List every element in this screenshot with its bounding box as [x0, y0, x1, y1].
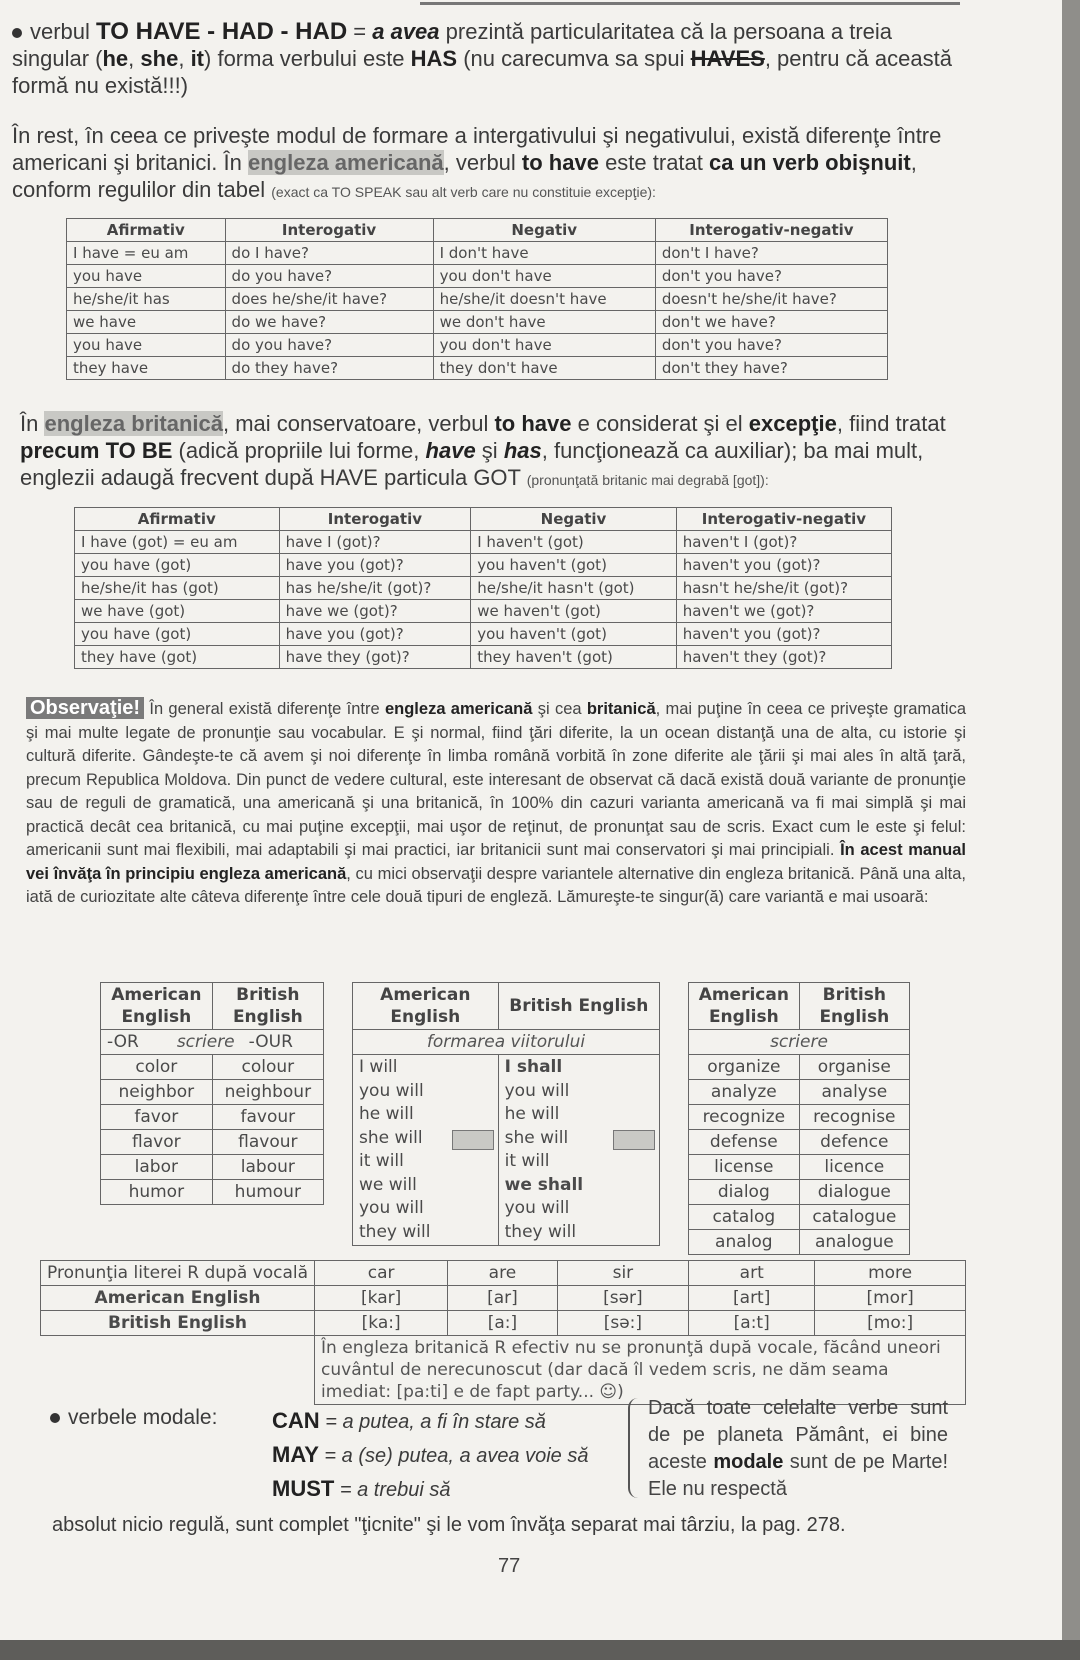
table-cell: does he/she/it have? [225, 288, 433, 311]
table-cell: favour [212, 1105, 323, 1130]
list-item: you will [504, 1198, 570, 1218]
modal-must: MUST = a trebui să [272, 1476, 451, 1501]
table-cell: favor [101, 1105, 213, 1130]
british-english-paragraph: În engleza britanică, mai conservatoare, verbul to have e considerat şi el excepţie, fiind tratat precum TO BE (adică propriile lui forme, have şi has, funcţionează ca auxiliar); ba mai mult, englezii adaugă frecvent după HAVE particula GOT (pronunţată britanic mai degrabă [got]): [20, 411, 946, 490]
column-header: sir [557, 1261, 689, 1286]
column-header: Afirmativ [67, 219, 226, 242]
table-cell: [ka:] [315, 1311, 448, 1336]
list-item: we shall [504, 1174, 584, 1195]
table-cell: flavour [212, 1130, 323, 1155]
column-header: are [448, 1261, 557, 1286]
table-cell: don't they have? [655, 357, 887, 380]
table-cell: analogue [799, 1230, 909, 1255]
or-our-spelling-table [100, 982, 324, 1205]
table-cell: [a:] [448, 1311, 557, 1336]
table-cell: licence [799, 1155, 909, 1180]
table-header-row: Pronunţia literei R după vocală car are sir art more [41, 1261, 966, 1286]
table-row [689, 1205, 910, 1230]
table-cell: recognise [799, 1105, 909, 1130]
table-row [67, 265, 888, 288]
table-cell: you don't have [433, 334, 655, 357]
table-row [67, 357, 888, 380]
table-cell: [sə:] [557, 1311, 689, 1336]
table-row [101, 1105, 324, 1130]
american-english-paragraph: În rest, în ceea ce priveşte modul de formare a intergativului şi negativului, există diferenţe între americani şi britanici. În engleza americană, verbul to have este tratat ca un verb obişnuit, conform regulilor din tabel (exact ca TO SPEAK sau alt verb care nu constituie excepţie): [12, 123, 942, 202]
blank-box [613, 1130, 655, 1150]
table-cell: you have [67, 265, 226, 288]
table-row [67, 242, 888, 265]
table-header-row: American English British English [353, 983, 660, 1030]
modal-may: MAY = a (se) putea, a avea voie să [272, 1442, 589, 1467]
table-cell: [mor] [815, 1286, 966, 1311]
brace [628, 1398, 644, 1498]
table-cell: humour [212, 1180, 323, 1205]
list-item: you will [359, 1198, 424, 1218]
table-cell: catalog [689, 1205, 800, 1230]
table-cell: you haven't (got) [471, 554, 677, 577]
table-cell: we have [67, 311, 226, 334]
table-cell: color [101, 1055, 213, 1080]
table-cell: we have (got) [75, 600, 280, 623]
column-header: Afirmativ [75, 508, 280, 531]
table-row [75, 623, 892, 646]
table-cell: [a:t] [689, 1311, 815, 1336]
table-row [689, 1155, 910, 1180]
list-item: he will [504, 1104, 560, 1124]
table-cell: do they have? [225, 357, 433, 380]
column-header: Interogativ [225, 219, 433, 242]
column-header: Negativ [433, 219, 655, 242]
column-header: Negativ [471, 508, 677, 531]
table-cell: do you have? [225, 334, 433, 357]
table-cell: license [689, 1155, 800, 1180]
table-note-row: În engleza britanică R efectiv nu se pronunţă după vocale, făcând uneori cuvântul de nerecunoscut (dar dacă îl vedem scris, ne dăm seama imediat: [pa:ti] e de fapt party... ☺) [41, 1336, 966, 1405]
column-header: Interogativ-negativ [676, 508, 891, 531]
table-cell: [sər] [557, 1286, 689, 1311]
table-row [75, 531, 892, 554]
table-cell: haven't I (got)? [676, 531, 891, 554]
table-cell: haven't you (got)? [676, 554, 891, 577]
table-row [689, 1230, 910, 1255]
blank-box [452, 1130, 494, 1150]
modal-can: CAN = a putea, a fi în stare să [272, 1408, 546, 1433]
table-cell: you have (got) [75, 554, 280, 577]
table-cell: I have (got) = eu am [75, 531, 280, 554]
table-cell: he/she/it hasn't (got) [471, 577, 677, 600]
british-have-table [74, 507, 892, 669]
table-cell: labour [212, 1155, 323, 1180]
modal-verbs-label: verbele modale: [50, 1406, 217, 1430]
table-cell: analyze [689, 1080, 800, 1105]
table-cell: haven't they (got)? [676, 646, 891, 669]
table-cell: don't you have? [655, 265, 887, 288]
table-cell: recognize [689, 1105, 800, 1130]
bullet-icon [50, 1413, 60, 1423]
list-item: they will [504, 1221, 577, 1242]
table-row [689, 1055, 910, 1080]
table-cell: do I have? [225, 242, 433, 265]
table-cell: defence [799, 1130, 909, 1155]
table-row [101, 1055, 324, 1080]
table-row [75, 646, 892, 669]
column-header: car [315, 1261, 448, 1286]
table-cell: neighbor [101, 1080, 213, 1105]
table-cell: you have [67, 334, 226, 357]
table-cell: [mo:] [815, 1311, 966, 1336]
table-row [689, 1080, 910, 1105]
table-header-row: American English British English [689, 983, 910, 1030]
table-row [67, 334, 888, 357]
table-row [101, 1130, 324, 1155]
table-cell: he/she/it has [67, 288, 226, 311]
page-number: 77 [498, 1555, 521, 1577]
list-item: we will [359, 1174, 417, 1195]
table-row [101, 1155, 324, 1180]
table-cell: humor [101, 1180, 213, 1205]
table-cell: do we have? [225, 311, 433, 334]
table-row [353, 1055, 660, 1246]
table-cell: you haven't (got) [471, 623, 677, 646]
observation-label: Observaţie! [26, 697, 144, 719]
table-cell: he/she/it has (got) [75, 577, 280, 600]
table-cell: neighbour [212, 1080, 323, 1105]
column-header: Interogativ-negativ [655, 219, 887, 242]
modals-mars-note: Dacă toate celelalte verbe sunt de pe planeta Pământ, ei bine aceste modale sunt de pe Marte! Ele nu respectă [648, 1397, 949, 1500]
american-have-table [66, 218, 888, 380]
table-cell: have you (got)? [279, 623, 471, 646]
table-cell: flavor [101, 1130, 213, 1155]
table-cell: doesn't he/she/it have? [655, 288, 887, 311]
table-cell: have you (got)? [279, 554, 471, 577]
table-cell: hasn't he/she/it (got)? [676, 577, 891, 600]
table-header-row [75, 508, 892, 531]
future-tense-table [352, 982, 660, 1246]
list-item: I will [359, 1057, 398, 1077]
table-cell: we haven't (got) [471, 600, 677, 623]
column-header: more [815, 1261, 966, 1286]
table-cell: they have (got) [75, 646, 280, 669]
table-cell: dialogue [799, 1180, 909, 1205]
table-cell: we don't have [433, 311, 655, 334]
table-cell: dialog [689, 1180, 800, 1205]
table-cell: haven't you (got)? [676, 623, 891, 646]
list-item: they will [359, 1221, 431, 1242]
table-row [67, 311, 888, 334]
table-cell: haven't we (got)? [676, 600, 891, 623]
table-cell: do you have? [225, 265, 433, 288]
table-cell: they haven't (got) [471, 646, 677, 669]
list-item: she will [359, 1127, 423, 1148]
have-intro-paragraph: verbul TO HAVE - HAD - HAD = a avea prezintă particularitatea că la persoana a treia singular (he, she, it) forma verbului este HAS (nu carecumva sa spui HAVES, pentru că această formă nu există!!!) [12, 18, 952, 98]
table-row [67, 288, 888, 311]
table-cell: analog [689, 1230, 800, 1255]
table-cell: I haven't (got) [471, 531, 677, 554]
table-cell: you have (got) [75, 623, 280, 646]
table-row: British English [ka:] [a:] [sə:] [a:t] [mo:] [41, 1311, 966, 1336]
table-cell: have I (got)? [279, 531, 471, 554]
table-cell: don't you have? [655, 334, 887, 357]
table-header-row: American English British English [101, 983, 324, 1030]
table-cell: have they (got)? [279, 646, 471, 669]
table-cell: don't we have? [655, 311, 887, 334]
table-row: American English [kar] [ar] [sər] [art] [mor] [41, 1286, 966, 1311]
table-row [689, 1105, 910, 1130]
table-row [101, 1180, 324, 1205]
list-item: it will [504, 1151, 550, 1171]
ize-ise-spelling-table [688, 982, 910, 1255]
table-cell: has he/she/it (got)? [279, 577, 471, 600]
r-pronunciation-table [40, 1260, 966, 1405]
table-cell: organize [689, 1055, 800, 1080]
table-header-row [67, 219, 888, 242]
table-cell: defense [689, 1130, 800, 1155]
list-item: you will [504, 1080, 570, 1101]
header-rule [420, 2, 960, 5]
table-cell: I don't have [433, 242, 655, 265]
table-cell: [kar] [315, 1286, 448, 1311]
list-item: it will [359, 1151, 404, 1171]
table-row [75, 577, 892, 600]
table-cell: labor [101, 1155, 213, 1180]
table-cell: organise [799, 1055, 909, 1080]
page-edge [0, 1640, 1080, 1660]
list-item: she will [504, 1127, 569, 1148]
table-row [689, 1180, 910, 1205]
table-row [101, 1080, 324, 1105]
column-header: Interogativ [279, 508, 471, 531]
observation-paragraph: Observaţie! În general există diferenţe între engleza americană şi cea britanică, mai puţine în ceea ce priveşte gramatica şi mai multe legate de pronunţie sau vocabular. E şi normal, fiind ţări diferite, la un ocean distanţă una de alta, cu istorie şi cultură diferite. Gândeşte-te că avem şi noi diferenţe în limba română vorbită în zone diferite ale ţării şi mai ales în altă ţară, precum Republica Moldova. Din punct de vedere cultural, este interesant de observat că dacă există două variante de pronunţie sau de reguli de gramatică, una americană şi una britanică, în 100% din cazuri varianta americană va fi mai simplă şi mai practică decât cea britanică, cu mai puţine excepţii, mai uşor de reţinut, de pronunţat sau de scris. Exact cum le este şi felul: americanii sunt mai flexibili, mai adaptabili şi mai practici, iar britanicii sunt mai conservatori şi mai principiali. În acest manual vei învăţa în principiu engleza americană, cu mici observaţii despre variantele alternative din engleza britanică. Până una alta, iată de curiozitate alte câteva diferenţe între cele două tipuri de engleză. Lămureşte-te singur(ă) care variantă e mai usoară: [26, 697, 967, 906]
table-cell: have we (got)? [279, 600, 471, 623]
list-item: I shall [504, 1057, 563, 1077]
table-row [75, 554, 892, 577]
table-subheader-row: -OR scriere -OUR [101, 1030, 324, 1055]
table-cell: [art] [689, 1286, 815, 1311]
table-cell: I have = eu am [67, 242, 226, 265]
table-cell: analyse [799, 1080, 909, 1105]
table-cell: catalogue [799, 1205, 909, 1230]
list-item: you will [359, 1080, 424, 1101]
table-row [689, 1130, 910, 1155]
table-subheader-row: scriere [689, 1030, 910, 1055]
page-edge [1062, 0, 1080, 1660]
table-cell: you don't have [433, 265, 655, 288]
table-cell: [ar] [448, 1286, 557, 1311]
table-cell: they don't have [433, 357, 655, 380]
bullet-icon [12, 28, 22, 38]
table-cell: he/she/it doesn't have [433, 288, 655, 311]
table-subheader-row: formarea viitorului [353, 1030, 660, 1055]
table-cell: don't I have? [655, 242, 887, 265]
column-header: art [689, 1261, 815, 1286]
modals-end-sentence: absolut nicio regulă, sunt complet "ţicnite" şi le vom învăţa separat mai târziu, la pag. 278. [52, 1514, 846, 1536]
table-cell: they have [67, 357, 226, 380]
table-row [75, 600, 892, 623]
list-item: he will [359, 1104, 414, 1124]
table-cell: colour [212, 1055, 323, 1080]
